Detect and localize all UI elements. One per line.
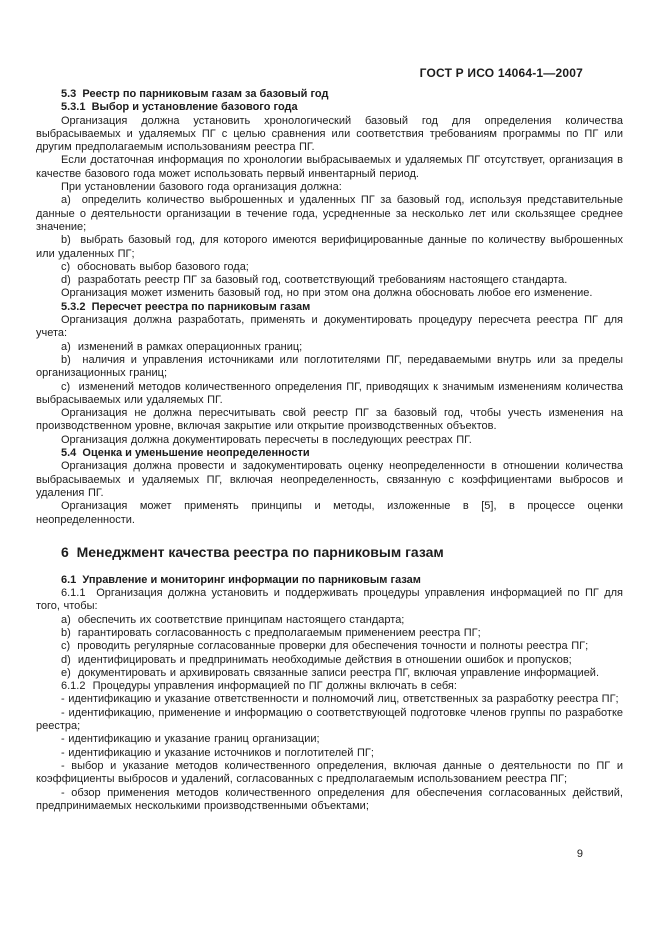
document-body <box>36 88 623 813</box>
list-item: a) изменений в рамках операционных границ; <box>61 340 303 353</box>
paragraph: Организация может применять принципы и методы, изложенные в [5], в процессе оценки неопределенности. <box>36 500 623 526</box>
paragraph: Организация должна провести и задокументировать оценку неопределенности в отношении количества выбрасываемых и удаляемых ПГ, включая неопределенность, связанную с коэффициентами выбросов и удаления ПГ. <box>36 460 623 499</box>
list-item: c) проводить регулярные согласованные проверки для обеспечения точности и полноты реестра ПГ; <box>61 640 589 653</box>
list-item: c) изменений методов количественного определения ПГ, приводящих к значимым изменениям количества выбрасываемых или удаляемых ПГ. <box>36 380 623 406</box>
page-number: 9 <box>576 848 583 860</box>
running-header-doc-code: ГОСТ Р ИСО 14064-1—2007 <box>419 66 583 80</box>
list-item: b) выбрать базовый год, для которого имеются верифицированные данные по количеству выброшенных или удаленных ПГ; <box>36 234 623 260</box>
dash-item: - идентификацию и указание ответственности и полномочий лиц, ответственных за разработку реестра ПГ; <box>61 693 619 706</box>
dash-item: - идентификацию и указание границ организации; <box>61 733 320 746</box>
list-item: d) разработать реестр ПГ за базовый год, соответствующий требованиям настоящего стандарта. <box>61 274 568 287</box>
paragraph: Организация не должна пересчитывать свой реестр ПГ за базовый год, чтобы учесть изменения на производственном уровне, включая закрытие или открытие производственных объектов. <box>36 407 623 433</box>
list-item: c) обосновать выбор базового года; <box>61 260 249 273</box>
heading-5-4: 5.4 Оценка и уменьшение неопределенности <box>61 447 310 460</box>
heading-5-3-2: 5.3.2 Пересчет реестра по парниковым газам <box>61 300 311 313</box>
paragraph: При установлении базового года организация должна: <box>61 181 342 194</box>
heading-6-1: 6.1 Управление и мониторинг информации по парниковым газам <box>61 573 421 586</box>
heading-5-3-1: 5.3.1 Выбор и установление базового года <box>61 101 298 114</box>
paragraph: Организация должна установить хронологический базовый год для определения количества выбрасываемых и удаляемых ПГ с целью сравнения или соответствия требованиям программы по ПГ или другим предполагаемым использованиям реестра ПГ. <box>36 114 623 154</box>
list-item: e) документировать и архивировать связанные записи реестра ПГ, включая управление информацией. <box>61 666 600 679</box>
list-item: d) идентифицировать и предпринимать необходимые действия в отношении ошибок и пропусков; <box>61 653 572 666</box>
chapter-heading-6: 6 Менеджмент качества реестра по парниковым газам <box>61 543 444 560</box>
paragraph: Организация должна разработать, применять и документировать процедуру пересчета реестра ПГ для учета: <box>36 314 623 340</box>
paragraph: 6.1.1 Организация должна установить и поддерживать процедуры управления информацией по ПГ для того, чтобы: <box>36 587 623 613</box>
paragraph: Организация должна документировать пересчеты в последующих реестрах ПГ. <box>61 433 472 446</box>
paragraph: Организация может изменить базовый год, но при этом она должна обосновать любое его изменение. <box>61 287 593 300</box>
dash-item: - идентификацию и указание источников и поглотителей ПГ; <box>61 746 374 759</box>
list-item: a) определить количество выброшенных и удаленных ПГ за базовый год, используя представительные данные о деятельности организации в течение года, усредненные за несколько лет или скользящее среднее значение; <box>36 194 623 233</box>
paragraph: 6.1.2 Процедуры управления информацией по ПГ должны включать в себя: <box>61 680 457 693</box>
dash-item: - выбор и указание методов количественного определения, включая данные о деятельности по ПГ и коэффициенты выбросов и удалений, согласованных с предполагаемым использованием реестра ПГ; <box>36 759 623 786</box>
dash-item: - обзор применения методов количественного определения для обеспечения согласованных действий, предпринимаемых несколькими производственными объектами; <box>36 786 623 812</box>
list-item: b) наличия и управления источниками или поглотителями ПГ, передаваемыми внутрь или за пределы организационных границ; <box>36 353 623 380</box>
list-item: a) обеспечить их соответствие принципам настоящего стандарта; <box>61 613 405 626</box>
dash-item: - идентификацию, применение и информацию о соответствующей подготовке членов группы по разработке реестра; <box>36 706 623 733</box>
paragraph: Если достаточная информация по хронологии выбрасываемых и удаляемых ПГ отсутствует, организация в качестве базового года может использовать первый инвентарный период. <box>36 154 623 180</box>
heading-5-3: 5.3 Реестр по парниковым газам за базовый год <box>61 88 329 100</box>
list-item: b) гарантировать согласованность с предполагаемым применением реестра ПГ; <box>61 626 481 639</box>
